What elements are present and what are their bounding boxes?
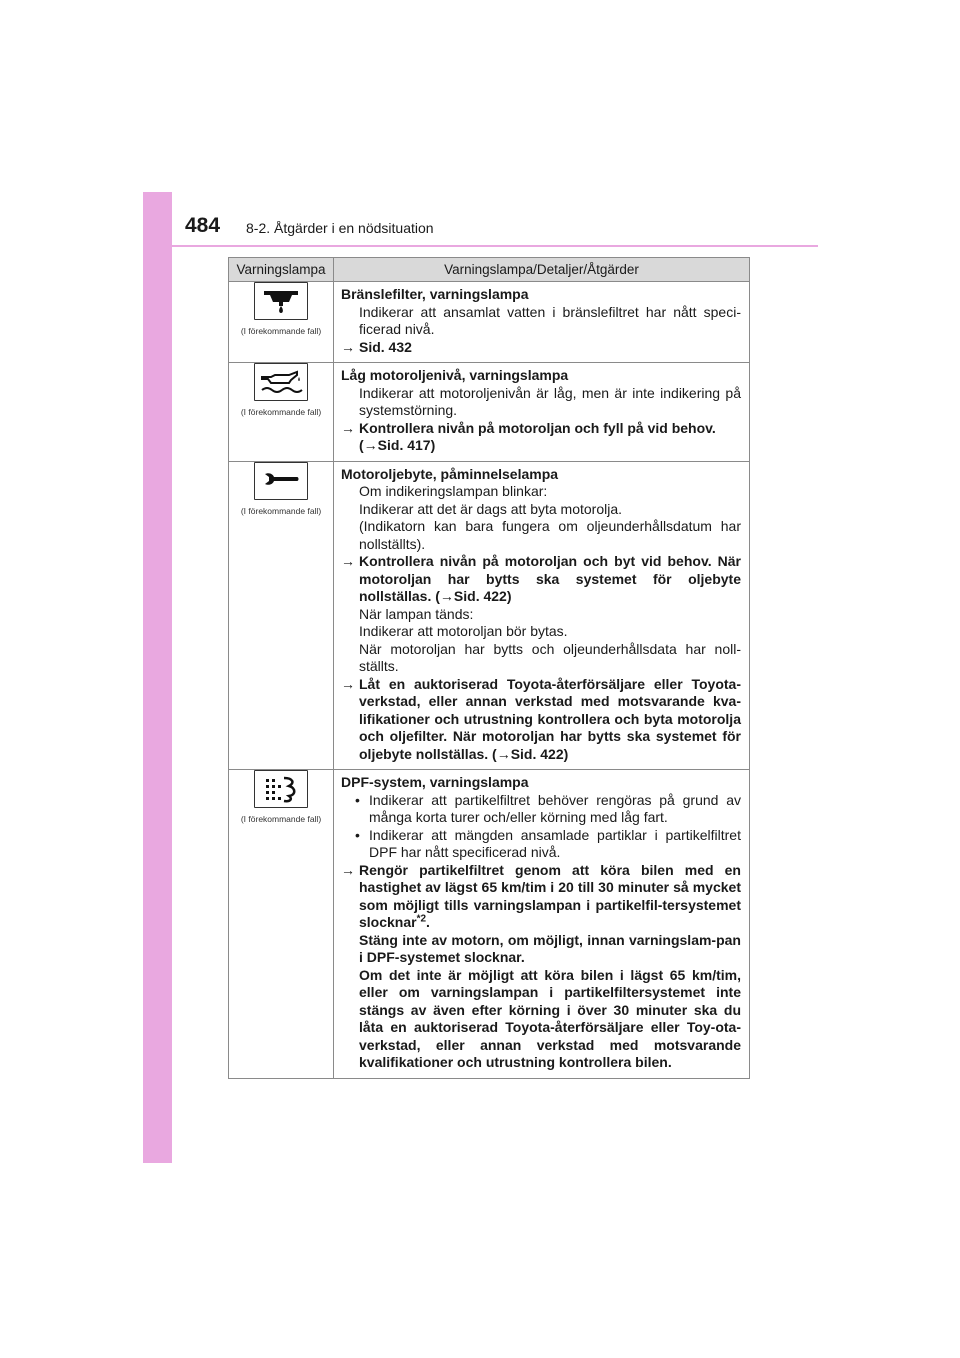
row-title: DPF-system, varningslampa (341, 774, 529, 790)
bullet-text: Indikerar att mängden ansamlade partiklar i partikelfiltret DPF har nått specificerad nivå. (369, 826, 741, 860)
details-cell (334, 282, 750, 363)
arrow-icon: → (341, 338, 355, 355)
table-row (229, 282, 750, 363)
condition-label: (I förekommande fall) (240, 407, 322, 417)
action-line (341, 676, 741, 764)
row-title: Bränslefilter, varningslampa (341, 286, 529, 302)
footnote-marker: *2 (416, 913, 427, 925)
page-reference-link[interactable]: (→Sid. 417) (359, 437, 436, 453)
lit-action-text: Låt en auktoriserad Toyota-återförsäljare eller Toyota-verkstad, eller annan verkstad med motsvarande kva-lifikationer och utrustning kontrollera och byta motorolja och oljefilter. När motoroljan har bytts ska systemet för oljebyte nollställas. (→Sid. 422) (359, 675, 741, 762)
warning-lights-table (228, 257, 750, 1079)
row-description: Indikerar att ansamlat vatten i bränslefiltret har nått speci-ficerad nivå. (359, 303, 741, 337)
column-header-icon: Varningslampa (229, 258, 334, 282)
fuel-filter-warning-icon (254, 282, 308, 320)
details-cell (334, 363, 750, 462)
blink-action-text: Kontrollera nivån på motoroljan och byt vid behov. När motoroljan har bytts ska systemet för oljebyte nollställas. (→Sid. 422) (359, 553, 741, 604)
page-reference-link[interactable]: Sid. 432 (359, 338, 412, 355)
condition-label: (I förekommande fall) (240, 505, 322, 516)
section-title: 8-2. Åtgärder i en nödsituation (246, 220, 434, 236)
arrow-icon: → (341, 419, 355, 436)
condition-label: (I förekommande fall) (240, 326, 322, 336)
arrow-icon: → (341, 553, 355, 569)
row-description: Indikerar att motoroljenivån är låg, men är inte indikering på systemstörning. (359, 384, 741, 418)
row-title: Låg motoroljenivå, varningslampa (341, 367, 569, 383)
row-title: Motoroljebyte, påminnelselampa (341, 465, 559, 482)
column-header-details: Varningslampa/Detaljer/Åtgärder (334, 258, 750, 282)
icon-cell (229, 282, 334, 363)
blink-description: Indikerar att det är dags att byta motorolja. (359, 500, 623, 517)
bullet-icon: • (355, 791, 360, 808)
low-engine-oil-level-icon (254, 363, 308, 401)
details-cell (334, 770, 750, 1079)
page-number: 484 (185, 214, 221, 237)
dpf-system-warning-icon (254, 770, 308, 808)
table-header-row (229, 258, 750, 282)
lit-description-2: När motoroljan har bytts och oljeunderhållsdata har noll-ställts. (359, 640, 741, 674)
condition-label: (I förekommande fall) (240, 814, 322, 824)
oil-change-reminder-icon (254, 462, 308, 500)
bullet-text: Indikerar att partikelfiltret behöver rengöras på grund av många korta turer och/eller körning med låg fart. (369, 791, 741, 825)
icon-cell (229, 461, 334, 770)
chapter-tab-band (143, 192, 172, 1163)
blink-heading: Om indikeringslampan blinkar: (359, 483, 548, 499)
list-item (341, 792, 741, 827)
blink-note: (Indikatorn kan bara fungera om oljeunderhållsdatum har nollställts). (359, 518, 741, 552)
arrow-icon: → (341, 675, 355, 692)
table-row (229, 461, 750, 770)
action-text: Kontrollera nivån på motoroljan och fyll på vid behov. (359, 419, 716, 436)
note-text: Stäng inte av motorn, om möjligt, innan varningslam-pan i DPF-systemet slocknar. (359, 931, 741, 965)
table-row (229, 770, 750, 1079)
lit-heading: När lampan tänds: (359, 605, 474, 622)
action-text (359, 862, 741, 932)
arrow-icon: → (341, 861, 355, 878)
header-rule (172, 245, 818, 247)
action-line (341, 339, 741, 357)
action-end: . (426, 914, 430, 930)
lit-description: Indikerar att motoroljan bör bytas. (359, 623, 568, 639)
note-text-2: Om det inte är möjligt att köra bilen i lägst 65 km/tim, eller om varningslampan i partikelfiltersystemet inte stängs av även efter körning i över 30 minuter ska du låta en auktoriserad Toyota-återförsäljare eller Toy-ota-verkstad, eller annan verkstad med motsvarande kvalifikationer och utrustning kontrollera bilen. (359, 966, 741, 1070)
action-line (341, 862, 741, 932)
icon-cell (229, 363, 334, 462)
action-line (341, 553, 741, 606)
details-cell (334, 461, 750, 770)
bullet-icon: • (355, 826, 360, 843)
action-line (341, 420, 741, 438)
list-item (341, 827, 741, 862)
action-body: Rengör partikelfiltret genom att köra bilen med en hastighet av lägst 65 km/tim i 20 till 30 minuter så mycket som möjligt tills varningslampan i partikelfil-tersystemet slocknar (359, 861, 741, 930)
icon-cell (229, 770, 334, 1079)
table-row (229, 363, 750, 462)
